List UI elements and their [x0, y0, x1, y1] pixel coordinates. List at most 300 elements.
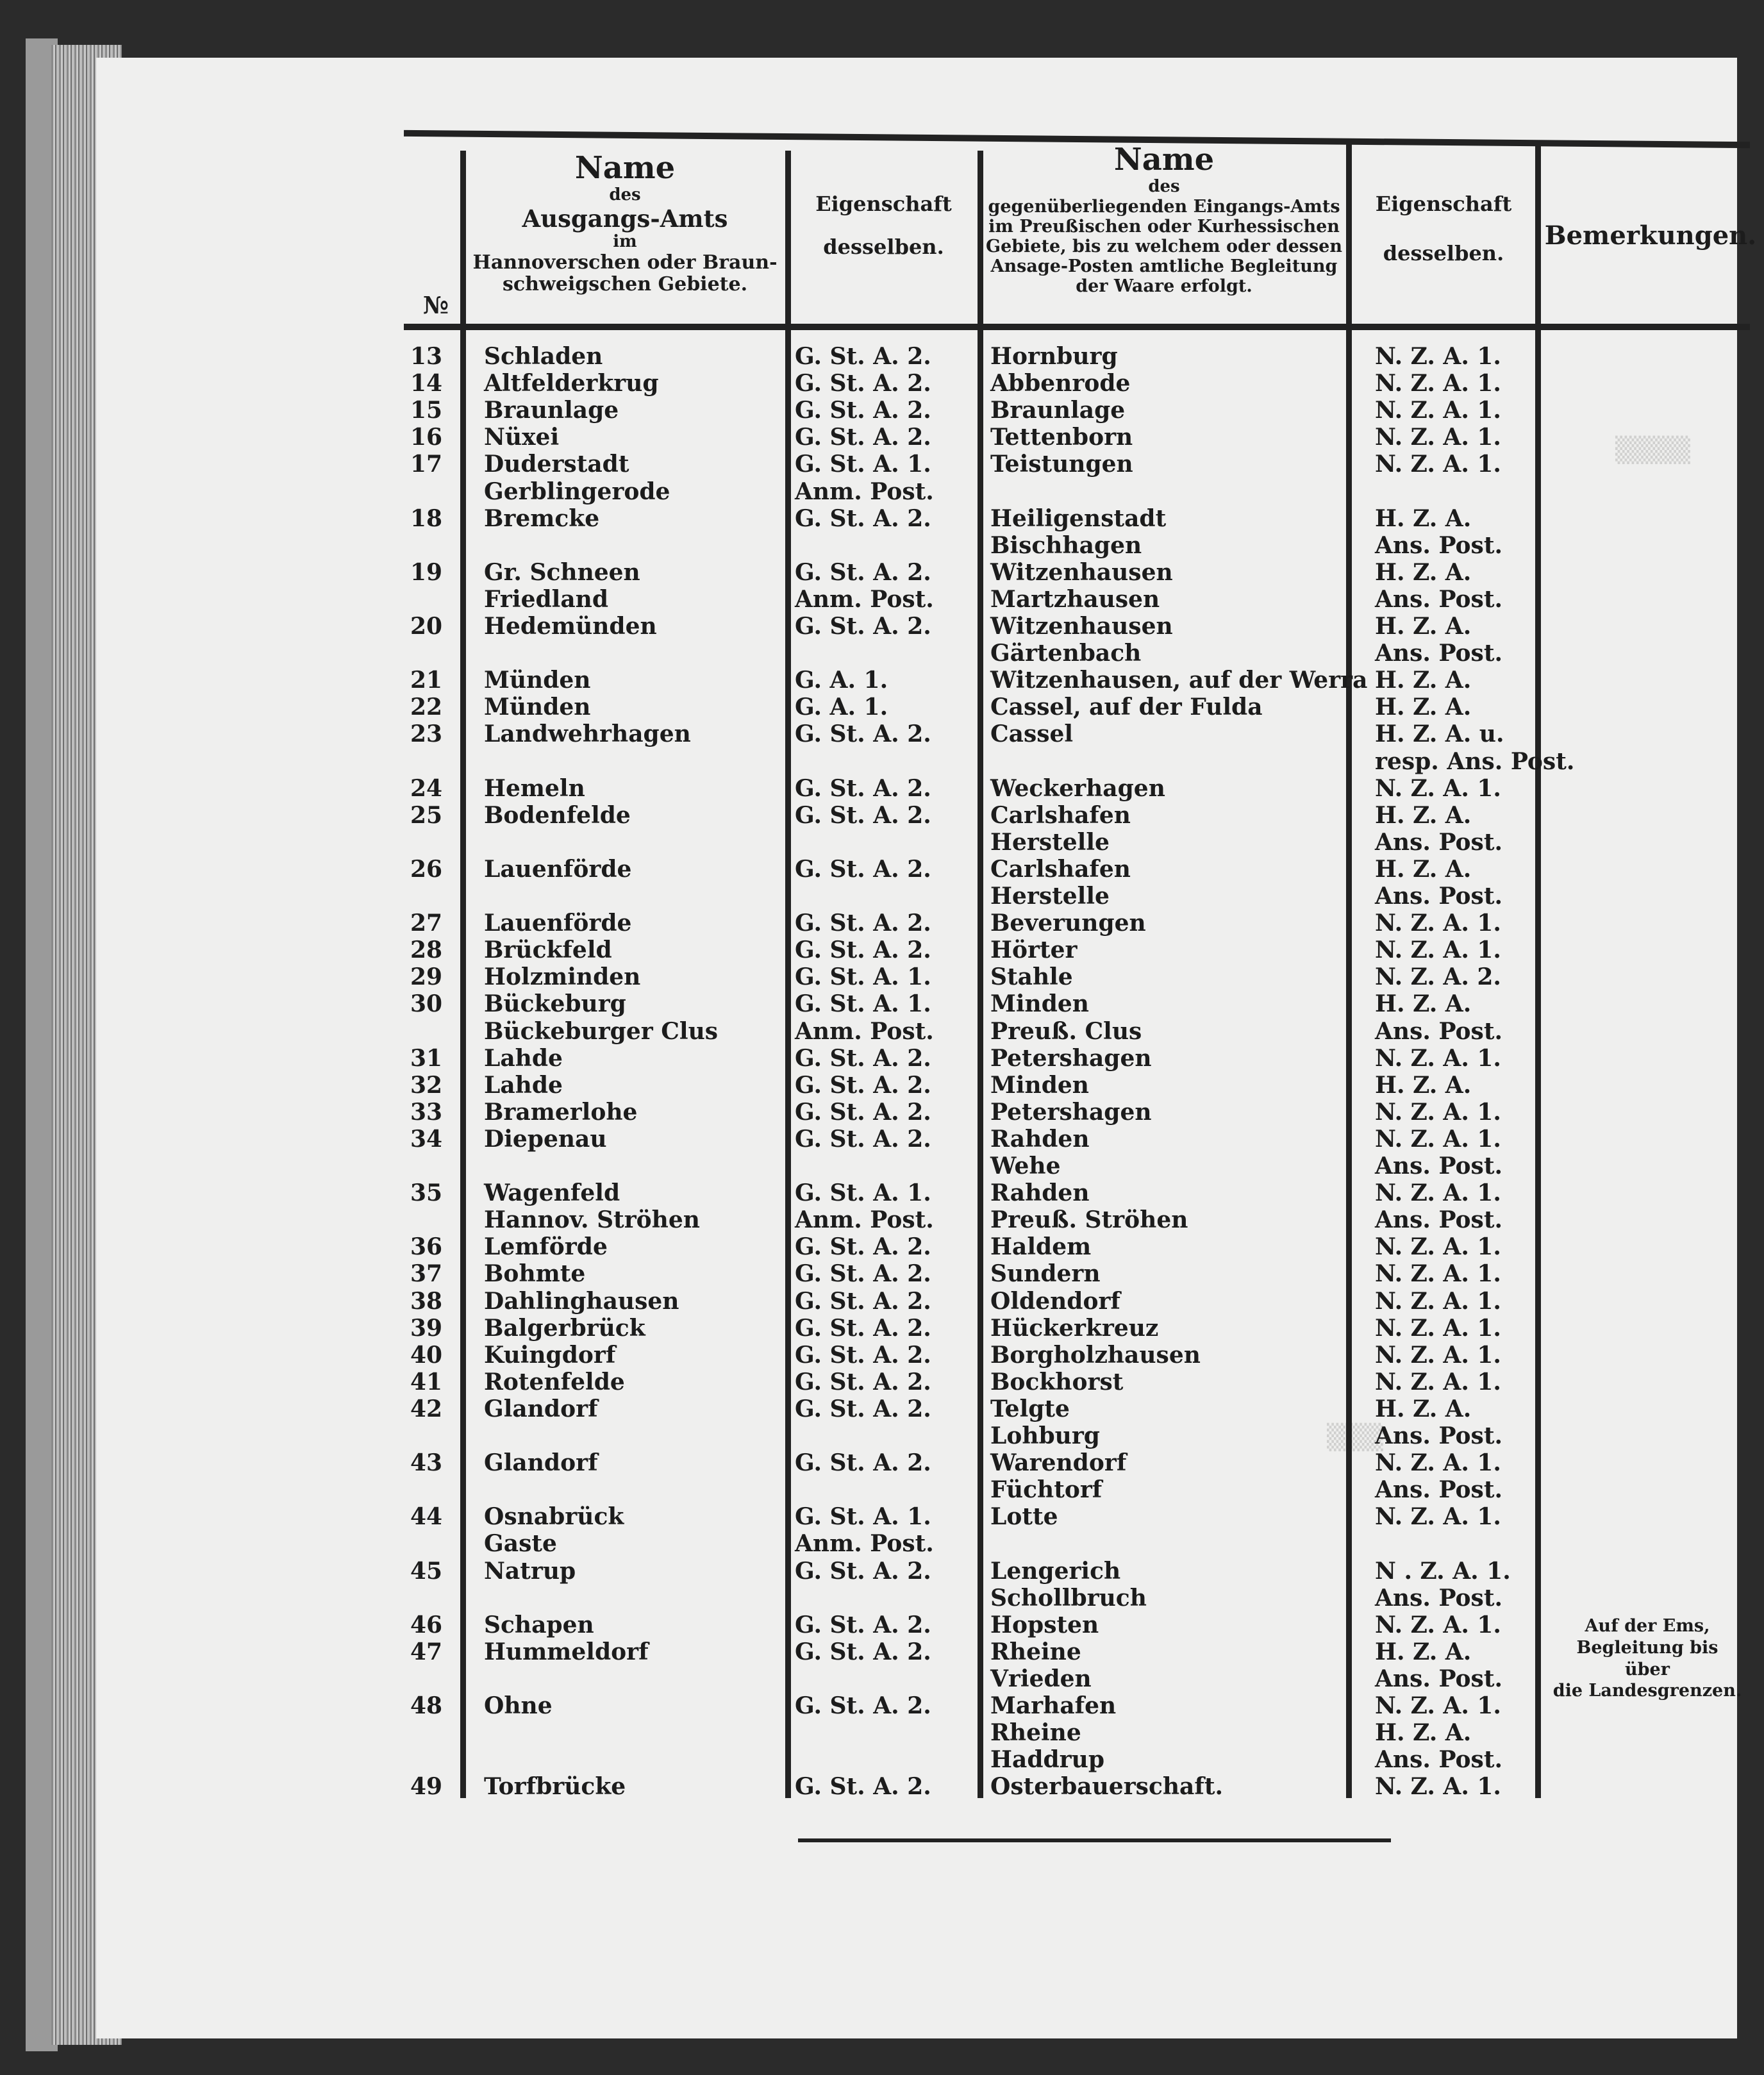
eingangs-amt: Marhafen [990, 1692, 1117, 1719]
header-col2-l2: desselben. [823, 234, 944, 259]
row-number: 19 [410, 558, 443, 586]
table-row [410, 586, 1756, 612]
table-row [410, 1396, 1756, 1421]
table-row [410, 1206, 1756, 1232]
header-col3-l3: gegenüberliegenden Eingangs-Amts [988, 197, 1340, 217]
eingangs-eigenschaft: Ans. Post. [1375, 828, 1502, 856]
eingangs-eigenschaft: Ans. Post. [1375, 1584, 1502, 1612]
row-number: 34 [410, 1125, 443, 1153]
row-number: 32 [410, 1071, 443, 1099]
eingangs-eigenschaft: N . Z. A. 1. [1375, 1557, 1511, 1585]
eingangs-eigenschaft: H. Z. A. [1375, 1071, 1472, 1099]
ausgangs-eigenschaft: Anm. Post. [795, 478, 934, 505]
eingangs-eigenschaft: N. Z. A. 1. [1375, 774, 1501, 802]
header-nr [413, 292, 458, 319]
row-number: 36 [410, 1233, 443, 1261]
eingangs-amt: Herstelle [990, 883, 1110, 910]
ausgangs-amt: Dahlinghausen [484, 1287, 679, 1315]
table-row [410, 1288, 1756, 1313]
table-row [410, 1773, 1756, 1799]
eingangs-amt: Lohburg [990, 1422, 1100, 1449]
ausgangs-eigenschaft: G. St. A. 2. [795, 1638, 931, 1665]
table-row [410, 640, 1756, 665]
ausgangs-amt: Bückeburg [484, 990, 626, 1018]
eingangs-eigenschaft: H. Z. A. [1375, 855, 1472, 883]
row-number: 14 [410, 370, 443, 397]
header-rule [404, 324, 1750, 330]
eingangs-amt: Rahden [990, 1125, 1090, 1153]
table-row [410, 775, 1756, 801]
ausgangs-amt: Osnabrück [484, 1503, 624, 1531]
table-row [410, 1072, 1756, 1097]
eingangs-amt: Osterbauerschaft. [990, 1773, 1224, 1801]
ausgangs-amt: Friedland [484, 585, 608, 613]
ausgangs-eigenschaft: G. St. A. 2. [795, 1314, 931, 1342]
table-row [410, 937, 1756, 962]
row-number: 48 [410, 1692, 443, 1719]
table-row [410, 1260, 1756, 1286]
eingangs-amt: Cassel [990, 721, 1074, 748]
ausgangs-eigenschaft: G. St. A. 2. [795, 855, 931, 883]
remark-l1: Auf der Ems, [1585, 1616, 1710, 1636]
ausgangs-amt: Bremcke [484, 504, 600, 532]
header-col3-l2: des [1148, 177, 1180, 197]
table-row [410, 1558, 1756, 1583]
table-row [410, 1018, 1756, 1044]
ausgangs-amt: Glandorf [484, 1449, 598, 1477]
header-eingangs-amt [985, 142, 1344, 296]
eingangs-amt: Braunlage [990, 397, 1126, 424]
table-row [410, 1369, 1756, 1394]
eingangs-eigenschaft: H. Z. A. u. [1375, 721, 1504, 748]
table-row [410, 1449, 1756, 1475]
eingangs-eigenschaft: Ans. Post. [1375, 640, 1502, 667]
header-eigenschaft-2 [1354, 192, 1533, 265]
row-number: 23 [410, 721, 443, 748]
ausgangs-eigenschaft: G. St. A. 2. [795, 343, 931, 370]
eingangs-eigenschaft: N. Z. A. 1. [1375, 397, 1501, 424]
ausgangs-eigenschaft: G. St. A. 2. [795, 1449, 931, 1477]
header-col3-l4: im Preußischen oder Kurhessischen [988, 217, 1340, 237]
eingangs-amt: Preuß. Clus [990, 1017, 1142, 1045]
row-number: 16 [410, 424, 443, 451]
eingangs-amt: Martzhausen [990, 585, 1160, 613]
eingangs-amt: Carlshafen [990, 855, 1131, 883]
eingangs-eigenschaft: N. Z. A. 1. [1375, 1503, 1501, 1531]
ausgangs-amt: Braunlage [484, 397, 619, 424]
row-number: 39 [410, 1314, 443, 1342]
eingangs-amt: Petershagen [990, 1098, 1152, 1126]
table-row [410, 343, 1756, 369]
ausgangs-amt: Bückeburger Clus [484, 1017, 719, 1045]
ausgangs-amt: Ohne [484, 1692, 553, 1719]
ausgangs-amt: Münden [484, 694, 591, 721]
eingangs-eigenschaft: H. Z. A. [1375, 1395, 1472, 1422]
table-row [410, 1099, 1756, 1124]
ausgangs-amt: Lahde [484, 1044, 563, 1072]
ausgangs-eigenschaft: G. St. A. 2. [795, 1098, 931, 1126]
eingangs-amt: Herstelle [990, 828, 1110, 856]
eingangs-amt: Rahden [990, 1179, 1090, 1207]
eingangs-eigenschaft: N. Z. A. 1. [1375, 1179, 1501, 1207]
eingangs-amt: Bockhorst [990, 1368, 1124, 1396]
table-row [410, 1233, 1756, 1259]
eingangs-amt: Carlshafen [990, 801, 1131, 829]
ausgangs-eigenschaft: G. St. A. 2. [795, 397, 931, 424]
header-col1-l3: Ausgangs-Amts [522, 204, 728, 233]
table-row [410, 1719, 1756, 1745]
eingangs-amt: Haddrup [990, 1746, 1104, 1774]
eingangs-eigenschaft: N. Z. A. 1. [1375, 370, 1501, 397]
table-row [410, 1153, 1756, 1178]
remark-l3: die Landesgrenzen. [1552, 1681, 1742, 1701]
table-row [410, 829, 1756, 854]
ausgangs-amt: Hummeldorf [484, 1638, 649, 1665]
row-number: 35 [410, 1179, 443, 1207]
eingangs-eigenschaft: H. Z. A. [1375, 613, 1472, 640]
ausgangs-eigenschaft: G. St. A. 2. [795, 558, 931, 586]
eingangs-eigenschaft: Ans. Post. [1375, 883, 1502, 910]
eingangs-eigenschaft: N. Z. A. 1. [1375, 1341, 1501, 1369]
eingangs-amt: Gärtenbach [990, 640, 1142, 667]
row-number: 17 [410, 451, 443, 478]
table-row [410, 505, 1756, 531]
ausgangs-eigenschaft: G. St. A. 2. [795, 504, 931, 532]
ausgangs-amt: Schapen [484, 1611, 594, 1638]
ausgangs-eigenschaft: G. St. A. 1. [795, 963, 931, 991]
table-row [410, 1126, 1756, 1151]
eingangs-amt: Beverungen [990, 910, 1146, 937]
row-number: 47 [410, 1638, 443, 1665]
ausgangs-amt: Torfbrücke [484, 1773, 626, 1801]
eingangs-eigenschaft: N. Z. A. 1. [1375, 1449, 1501, 1477]
ausgangs-eigenschaft: G. St. A. 2. [795, 1611, 931, 1638]
ausgangs-amt: Balgerbrück [484, 1314, 645, 1342]
eingangs-eigenschaft: N. Z. A. 1. [1375, 910, 1501, 937]
eingangs-amt: Borgholzhausen [990, 1341, 1201, 1369]
eingangs-eigenschaft: Ans. Post. [1375, 1153, 1502, 1179]
eingangs-eigenschaft: N. Z. A. 1. [1375, 1260, 1501, 1288]
ausgangs-amt: Wagenfeld [484, 1179, 620, 1207]
ausgangs-amt: Hedemünden [484, 613, 657, 640]
row-number: 27 [410, 910, 443, 937]
row-number: 44 [410, 1503, 443, 1531]
ausgangs-eigenschaft: G. St. A. 2. [795, 1287, 931, 1315]
remark-ems [1551, 1615, 1743, 1702]
row-number: 43 [410, 1449, 443, 1477]
ausgangs-amt: Lauenförde [484, 910, 632, 937]
table-row [410, 963, 1756, 989]
ausgangs-amt: Bodenfelde [484, 801, 631, 829]
eingangs-amt: Witzenhausen [990, 613, 1173, 640]
ausgangs-eigenschaft: G. St. A. 2. [795, 1233, 931, 1261]
header-col1-l2: des [609, 185, 641, 205]
eingangs-amt: Oldendorf [990, 1287, 1120, 1315]
table-row [410, 397, 1756, 422]
table-row [410, 694, 1756, 719]
ausgangs-eigenschaft: G. St. A. 2. [795, 1368, 931, 1396]
row-number: 22 [410, 694, 443, 721]
ausgangs-amt: Rotenfelde [484, 1368, 625, 1396]
table-row [410, 667, 1756, 692]
eingangs-amt: Vrieden [990, 1665, 1092, 1692]
row-number: 24 [410, 774, 443, 802]
ausgangs-eigenschaft: Anm. Post. [795, 1017, 934, 1045]
table-row [410, 1585, 1756, 1610]
ausgangs-amt: Schladen [484, 343, 603, 370]
row-number: 45 [410, 1557, 443, 1585]
table-row [410, 1179, 1756, 1205]
table-row [410, 424, 1756, 449]
header-col1-l1: Name [574, 150, 676, 186]
row-number: 30 [410, 990, 443, 1018]
eingangs-amt: Abbenrode [990, 370, 1131, 397]
header-bemerkungen [1542, 221, 1760, 251]
ausgangs-amt: Hemeln [484, 774, 585, 802]
header-col2-l1: Eigenschaft [815, 192, 952, 216]
ausgangs-eigenschaft: G. St. A. 2. [795, 1692, 931, 1719]
table-row [410, 990, 1756, 1016]
eingangs-eigenschaft: N. Z. A. 1. [1375, 451, 1501, 478]
row-number: 33 [410, 1098, 443, 1126]
header-col3-l5: Gebiete, bis zu welchem oder dessen [986, 237, 1342, 257]
table-row [410, 1315, 1756, 1340]
ausgangs-amt: Lemförde [484, 1233, 608, 1261]
eingangs-eigenschaft: Ans. Post. [1375, 585, 1502, 613]
ausgangs-eigenschaft: G. St. A. 2. [795, 1395, 931, 1422]
eingangs-eigenschaft: N. Z. A. 1. [1375, 1368, 1501, 1396]
table-row [410, 1503, 1756, 1529]
ausgangs-eigenschaft: G. St. A. 2. [795, 424, 931, 451]
ausgangs-eigenschaft: G. St. A. 2. [795, 937, 931, 964]
header-col3-l6: Ansage-Posten amtliche Begleitung [990, 256, 1338, 277]
eingangs-eigenschaft: H. Z. A. [1375, 1638, 1472, 1665]
row-number: 25 [410, 801, 443, 829]
eingangs-eigenschaft: H. Z. A. [1375, 558, 1472, 586]
table-row [410, 1422, 1756, 1448]
ausgangs-eigenschaft: G. A. 1. [795, 667, 888, 694]
eingangs-eigenschaft: N. Z. A. 2. [1375, 963, 1501, 991]
eingangs-amt: Witzenhausen [990, 558, 1173, 586]
ausgangs-amt: Duderstadt [484, 451, 629, 478]
header-nr-label: № [422, 291, 449, 319]
eingangs-eigenschaft: H. Z. A. [1375, 694, 1472, 721]
table-row [410, 613, 1756, 638]
ausgangs-amt: Lahde [484, 1071, 563, 1099]
eingangs-eigenschaft: N. Z. A. 1. [1375, 1314, 1501, 1342]
eingangs-eigenschaft: Ans. Post. [1375, 1422, 1502, 1449]
ausgangs-amt: Gr. Schneen [484, 558, 640, 586]
ausgangs-eigenschaft: G. St. A. 2. [795, 370, 931, 397]
eingangs-amt: Cassel, auf der Fulda [990, 694, 1263, 721]
eingangs-amt: Hörter [990, 937, 1078, 964]
row-number: 21 [410, 667, 443, 694]
eingangs-amt: Minden [990, 1071, 1089, 1099]
ausgangs-amt: Gaste [484, 1530, 557, 1558]
ausgangs-amt: Natrup [484, 1557, 576, 1585]
eingangs-amt: Telgte [990, 1395, 1070, 1422]
eingangs-amt: Minden [990, 990, 1089, 1018]
header-col1-l4: im [613, 231, 637, 251]
row-number: 29 [410, 963, 443, 991]
eingangs-eigenschaft: Ans. Post. [1375, 1476, 1502, 1504]
table-row [410, 532, 1756, 558]
ausgangs-eigenschaft: G. St. A. 2. [795, 910, 931, 937]
table-row [410, 883, 1756, 908]
ausgangs-amt: Lauenförde [484, 855, 632, 883]
eingangs-eigenschaft: N. Z. A. 1. [1375, 343, 1501, 370]
header-ausgangs-amt [468, 151, 782, 296]
ausgangs-amt: Gerblingerode [484, 478, 670, 505]
ausgangs-eigenschaft: G. St. A. 2. [795, 1044, 931, 1072]
row-number: 42 [410, 1395, 443, 1422]
eingangs-amt: Lotte [990, 1503, 1058, 1531]
eingangs-eigenschaft: Ans. Post. [1375, 531, 1502, 559]
table-row [410, 370, 1756, 396]
table-row [410, 802, 1756, 828]
eingangs-amt: Wehe [990, 1153, 1061, 1179]
row-number: 41 [410, 1368, 443, 1396]
table-row [410, 1746, 1756, 1772]
row-number: 31 [410, 1044, 443, 1072]
row-number: 46 [410, 1611, 443, 1638]
ausgangs-eigenschaft: Anm. Post. [795, 1206, 934, 1234]
eingangs-eigenschaft: N. Z. A. 1. [1375, 1287, 1501, 1315]
table-row [410, 451, 1756, 476]
eingangs-amt: Haldem [990, 1233, 1092, 1261]
bottom-rule [798, 1838, 1391, 1842]
ausgangs-amt: Brückfeld [484, 937, 612, 964]
table-row [410, 1342, 1756, 1367]
table-row [410, 1530, 1756, 1556]
ausgangs-eigenschaft: G. St. A. 2. [795, 1557, 931, 1585]
eingangs-amt: Weckerhagen [990, 774, 1165, 802]
eingangs-amt: Schollbruch [990, 1584, 1147, 1612]
eingangs-eigenschaft: H. Z. A. [1375, 1719, 1472, 1747]
ausgangs-amt: Holzminden [484, 963, 641, 991]
ausgangs-eigenschaft: G. St. A. 2. [795, 1341, 931, 1369]
ausgangs-amt: Münden [484, 667, 591, 694]
header-col4-l2: desselben. [1383, 240, 1504, 265]
eingangs-amt: Hopsten [990, 1611, 1099, 1638]
eingangs-amt: Lengerich [990, 1557, 1121, 1585]
eingangs-amt: Witzenhausen, auf der Werra [990, 667, 1368, 694]
eingangs-eigenschaft: N. Z. A. 1. [1375, 1773, 1501, 1801]
row-number: 40 [410, 1341, 443, 1369]
ausgangs-amt: Altfelderkrug [484, 370, 659, 397]
eingangs-eigenschaft: resp. Ans. Post. [1375, 747, 1575, 775]
table-row [410, 478, 1756, 504]
eingangs-eigenschaft: N. Z. A. 1. [1375, 937, 1501, 964]
ausgangs-eigenschaft: G. St. A. 2. [795, 613, 931, 640]
row-number: 28 [410, 937, 443, 964]
table-row [410, 1045, 1756, 1071]
eingangs-amt: Füchtorf [990, 1476, 1102, 1504]
header-col4-l1: Eigenschaft [1375, 192, 1512, 216]
eingangs-eigenschaft: H. Z. A. [1375, 801, 1472, 829]
eingangs-eigenschaft: Ans. Post. [1375, 1206, 1502, 1234]
row-number: 49 [410, 1773, 443, 1801]
table-row [410, 721, 1756, 746]
ausgangs-eigenschaft: G. St. A. 1. [795, 451, 931, 478]
row-number: 18 [410, 504, 443, 532]
eingangs-eigenschaft: N. Z. A. 1. [1375, 1611, 1501, 1638]
ausgangs-amt: Nüxei [484, 424, 560, 451]
eingangs-amt: Bischhagen [990, 531, 1142, 559]
eingangs-eigenschaft: N. Z. A. 1. [1375, 1233, 1501, 1261]
row-number: 20 [410, 613, 443, 640]
header-col3-l1: Name [1113, 142, 1215, 178]
eingangs-amt: Hückerkreuz [990, 1314, 1159, 1342]
ausgangs-eigenschaft: G. St. A. 2. [795, 1773, 931, 1801]
ausgangs-amt: Bohmte [484, 1260, 586, 1288]
eingangs-amt: Rheine [990, 1719, 1081, 1747]
eingangs-eigenschaft: Ans. Post. [1375, 1017, 1502, 1045]
table-row [410, 1476, 1756, 1502]
ausgangs-eigenschaft: G. St. A. 2. [795, 1125, 931, 1153]
ausgangs-amt: Glandorf [484, 1395, 598, 1422]
header-col1-l5: Hannoverschen oder Braun- [472, 251, 778, 274]
ausgangs-eigenschaft: G. St. A. 2. [795, 1071, 931, 1099]
eingangs-eigenschaft: Ans. Post. [1375, 1746, 1502, 1774]
eingangs-amt: Stahle [990, 963, 1073, 991]
eingangs-amt: Petershagen [990, 1044, 1152, 1072]
eingangs-eigenschaft: N. Z. A. 1. [1375, 1044, 1501, 1072]
header-col5-l1: Bemerkungen. [1544, 221, 1757, 251]
header-col3-l7: der Waare erfolgt. [1076, 276, 1252, 297]
row-number: 26 [410, 855, 443, 883]
ausgangs-eigenschaft: G. St. A. 2. [795, 774, 931, 802]
ausgangs-eigenschaft: G. St. A. 1. [795, 990, 931, 1018]
header-eigenschaft-1 [792, 192, 975, 259]
eingangs-amt: Preuß. Ströhen [990, 1206, 1188, 1234]
ausgangs-eigenschaft: G. St. A. 1. [795, 1179, 931, 1207]
eingangs-amt: Warendorf [990, 1449, 1127, 1477]
eingangs-amt: Sundern [990, 1260, 1101, 1288]
eingangs-amt: Tettenborn [990, 424, 1133, 451]
eingangs-amt: Hornburg [990, 343, 1118, 370]
eingangs-eigenschaft: N. Z. A. 1. [1375, 1125, 1501, 1153]
ausgangs-eigenschaft: Anm. Post. [795, 1530, 934, 1558]
eingangs-amt: Heiligenstadt [990, 504, 1167, 532]
row-number: 15 [410, 397, 443, 424]
eingangs-eigenschaft: N. Z. A. 1. [1375, 424, 1501, 451]
eingangs-eigenschaft: H. Z. A. [1375, 990, 1472, 1018]
ausgangs-amt: Landwehrhagen [484, 721, 691, 748]
ausgangs-eigenschaft: G. A. 1. [795, 694, 888, 721]
ausgangs-amt: Kuingdorf [484, 1341, 616, 1369]
ausgangs-eigenschaft: G. St. A. 2. [795, 721, 931, 748]
remark-l2: Begleitung bis über [1576, 1637, 1718, 1679]
table-row [410, 748, 1756, 774]
eingangs-amt: Teistungen [990, 451, 1133, 478]
ausgangs-eigenschaft: Anm. Post. [795, 585, 934, 613]
eingangs-eigenschaft: Ans. Post. [1375, 1665, 1502, 1692]
ausgangs-eigenschaft: G. St. A. 2. [795, 1260, 931, 1288]
eingangs-amt: Rheine [990, 1638, 1081, 1665]
row-number: 38 [410, 1287, 443, 1315]
eingangs-eigenschaft: H. Z. A. [1375, 667, 1472, 694]
ausgangs-eigenschaft: G. St. A. 1. [795, 1503, 931, 1531]
row-number: 37 [410, 1260, 443, 1288]
eingangs-eigenschaft: N. Z. A. 1. [1375, 1098, 1501, 1126]
ausgangs-eigenschaft: G. St. A. 2. [795, 801, 931, 829]
ausgangs-amt: Bramerlohe [484, 1098, 638, 1126]
ausgangs-amt: Diepenau [484, 1125, 607, 1153]
table-row [410, 910, 1756, 935]
header-col1-l6: schweigschen Gebiete. [502, 273, 748, 296]
table-row [410, 559, 1756, 585]
